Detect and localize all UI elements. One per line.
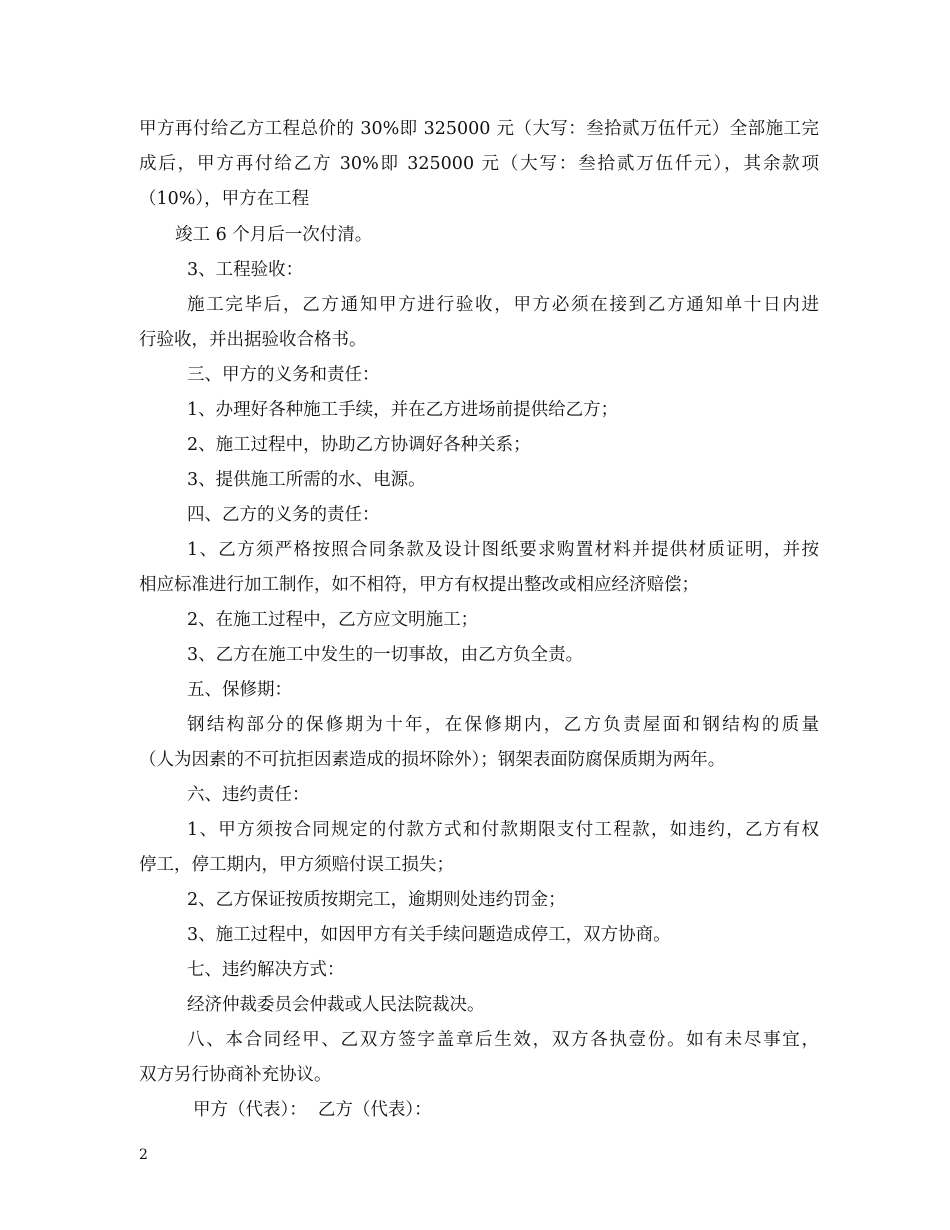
paragraph-line: 钢结构部分的保修期为十年，在保修期内，乙方负责屋面和钢结构的质量 bbox=[187, 715, 819, 735]
paragraph-line: 双方另行协商补充协议。 bbox=[139, 1065, 332, 1085]
list-item: 3、乙方在施工中发生的一切事故，由乙方负全责。 bbox=[187, 645, 584, 665]
list-item: 2、施工过程中，协助乙方协调好各种关系； bbox=[187, 435, 531, 455]
paragraph-line: 竣工 6 个月后一次付清。 bbox=[175, 225, 373, 245]
paragraph-line: 成后，甲方再付给乙方 30%即 325000 元（大写：叁拾贰万伍仟元），其余款项 bbox=[139, 154, 819, 174]
list-item: 3、施工过程中，如因甲方有关手续问题造成停工，双方协商。 bbox=[187, 925, 671, 945]
paragraph-line: 甲方再付给乙方工程总价的 30%即 325000 元（大写：叁拾贰万伍仟元）全部施工完 bbox=[139, 119, 819, 139]
section-heading: 五、保修期： bbox=[187, 680, 292, 700]
list-item: 相应标准进行加工制作，如不相符，甲方有权提出整改或相应经济赔偿； bbox=[139, 575, 699, 595]
paragraph-line: （10%），甲方在工程 bbox=[139, 189, 310, 209]
paragraph-line: 行验收，并出据验收合格书。 bbox=[139, 330, 367, 350]
list-item: 2、在施工过程中，乙方应文明施工； bbox=[187, 610, 479, 630]
paragraph-line: 经济仲裁委员会仲裁或人民法院裁决。 bbox=[187, 995, 485, 1015]
list-item: 1、甲方须按合同规定的付款方式和付款期限支付工程款，如违约，乙方有权 bbox=[187, 820, 819, 840]
list-item: 停工，停工期内，甲方须赔付误工损失； bbox=[139, 855, 454, 875]
section-heading: 3、工程验收： bbox=[187, 260, 304, 280]
signature-line: 甲方（代表）： 乙方（代表）： bbox=[193, 1100, 432, 1120]
list-item: 2、乙方保证按质按期完工，逾期则处违约罚金； bbox=[187, 890, 566, 910]
section-heading: 六、违约责任： bbox=[187, 785, 310, 805]
paragraph-line: 八、本合同经甲、乙双方签字盖章后生效，双方各执壹份。如有未尽事宜， bbox=[187, 1030, 819, 1050]
list-item: 1、乙方须严格按照合同条款及设计图纸要求购置材料并提供材质证明，并按 bbox=[187, 540, 819, 560]
section-heading: 三、甲方的义务和责任： bbox=[187, 365, 380, 385]
section-heading: 七、违约解决方式： bbox=[187, 960, 345, 980]
page-number: 2 bbox=[139, 1147, 148, 1163]
paragraph-line: （人为因素的不可抗拒因素造成的损坏除外）；钢架表面防腐保质期为两年。 bbox=[139, 750, 726, 770]
list-item: 1、办理好各种施工手续，并在乙方进场前提供给乙方； bbox=[187, 400, 619, 420]
list-item: 3、提供施工所需的水、电源。 bbox=[187, 470, 426, 490]
section-heading: 四、乙方的义务的责任： bbox=[187, 505, 380, 525]
paragraph-line: 施工完毕后，乙方通知甲方进行验收，甲方必须在接到乙方通知单十日内进 bbox=[187, 295, 819, 315]
